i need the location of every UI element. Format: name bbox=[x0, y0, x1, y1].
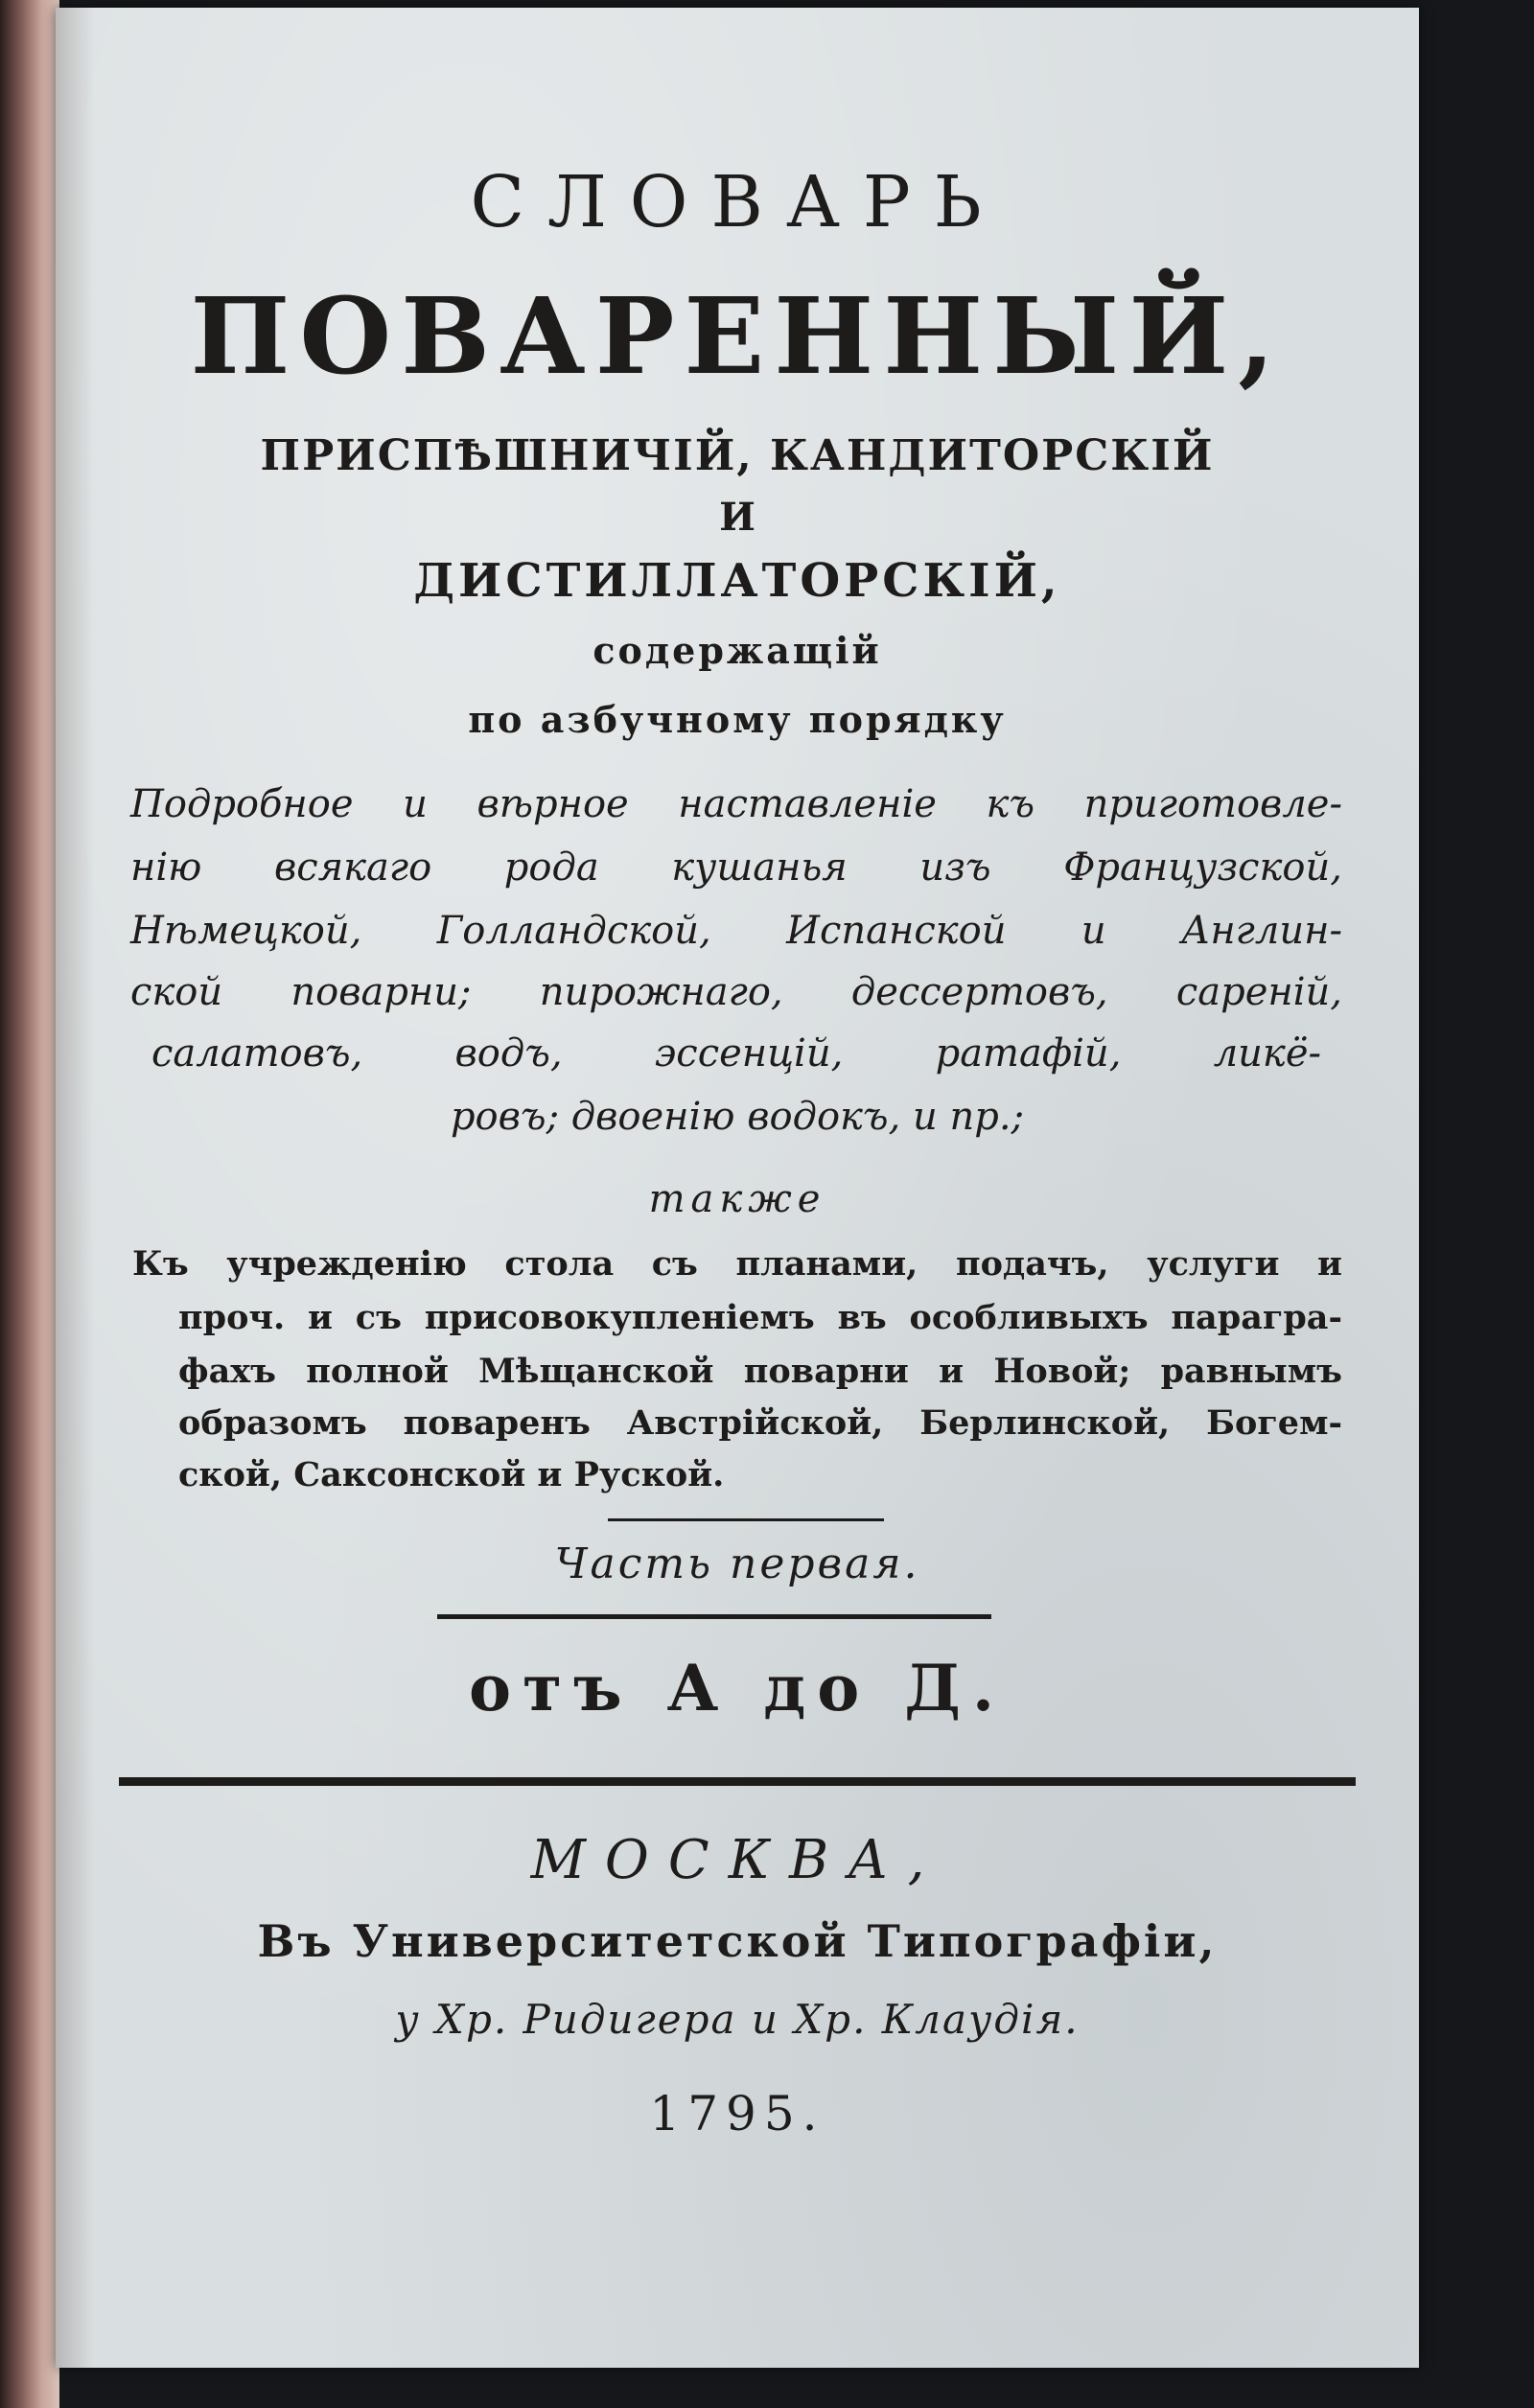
subtitle-line-soderzhashchii: содержащій bbox=[593, 629, 882, 672]
imprint-printers: у Хр. Ридигера и Хр. Клаудія. bbox=[395, 1996, 1080, 2043]
title-line-slovar: СЛОВАРЬ bbox=[470, 161, 1005, 243]
title-line-povarennyi: ПОВАРЕННЫЙ, bbox=[190, 274, 1285, 398]
medium-rule bbox=[437, 1614, 991, 1619]
short-rule bbox=[608, 1518, 884, 1521]
imprint-year: 1795. bbox=[649, 2086, 825, 2142]
also-line-5: ской, Саксонской и Руской. bbox=[178, 1455, 725, 1494]
description-line-5: салатовъ, водъ, эссенцій, ратафій, ликё- bbox=[151, 1031, 1321, 1076]
book-spine-edge bbox=[0, 0, 59, 2408]
long-thick-rule bbox=[119, 1777, 1356, 1786]
subtitle-line-prispeshnichii: ПРИСПѢШНИЧІЙ, КАНДИТОРСКІЙ bbox=[260, 431, 1215, 480]
subtitle-line-i: И bbox=[719, 495, 755, 540]
subtitle-line-distillatorskii: ДИСТИЛЛАТОРСКІЙ, bbox=[413, 554, 1061, 608]
also-word: также bbox=[648, 1177, 826, 1221]
also-line-1: Къ учрежденію стола съ планами, подачъ, услуги и bbox=[132, 1244, 1342, 1284]
imprint-press: Въ Университетской Типографіи, bbox=[257, 1915, 1218, 1967]
description-line-2: нію всякаго рода кушанья изъ Французской, bbox=[130, 845, 1342, 890]
title-page bbox=[56, 8, 1419, 2368]
description-line-6: ровъ; двоенію водокъ, и пр.; bbox=[450, 1095, 1025, 1139]
imprint-city: МОСКВА, bbox=[530, 1829, 944, 1891]
description-line-1: Подробное и вѣрное наставленіе къ приготовле- bbox=[130, 782, 1342, 826]
also-line-4: образомъ поваренъ Австрійской, Берлинской, Богем- bbox=[178, 1403, 1342, 1443]
part-label: Часть первая. bbox=[554, 1540, 920, 1588]
volume-range: отъ А до Д. bbox=[469, 1651, 1006, 1725]
subtitle-line-po-azbuchnomu: по азбучному порядку bbox=[468, 698, 1007, 741]
description-line-4: ской поварни; пирожнаго, дессертовъ, сареній, bbox=[130, 970, 1342, 1014]
also-line-2: проч. и съ присовокупленіемъ въ особливыхъ парагра- bbox=[178, 1298, 1342, 1337]
also-line-3: фахъ полной Мѣщанской поварни и Новой; равнымъ bbox=[178, 1352, 1342, 1391]
description-line-3: Нѣмецкой, Голландской, Испанской и Англин- bbox=[130, 909, 1342, 953]
